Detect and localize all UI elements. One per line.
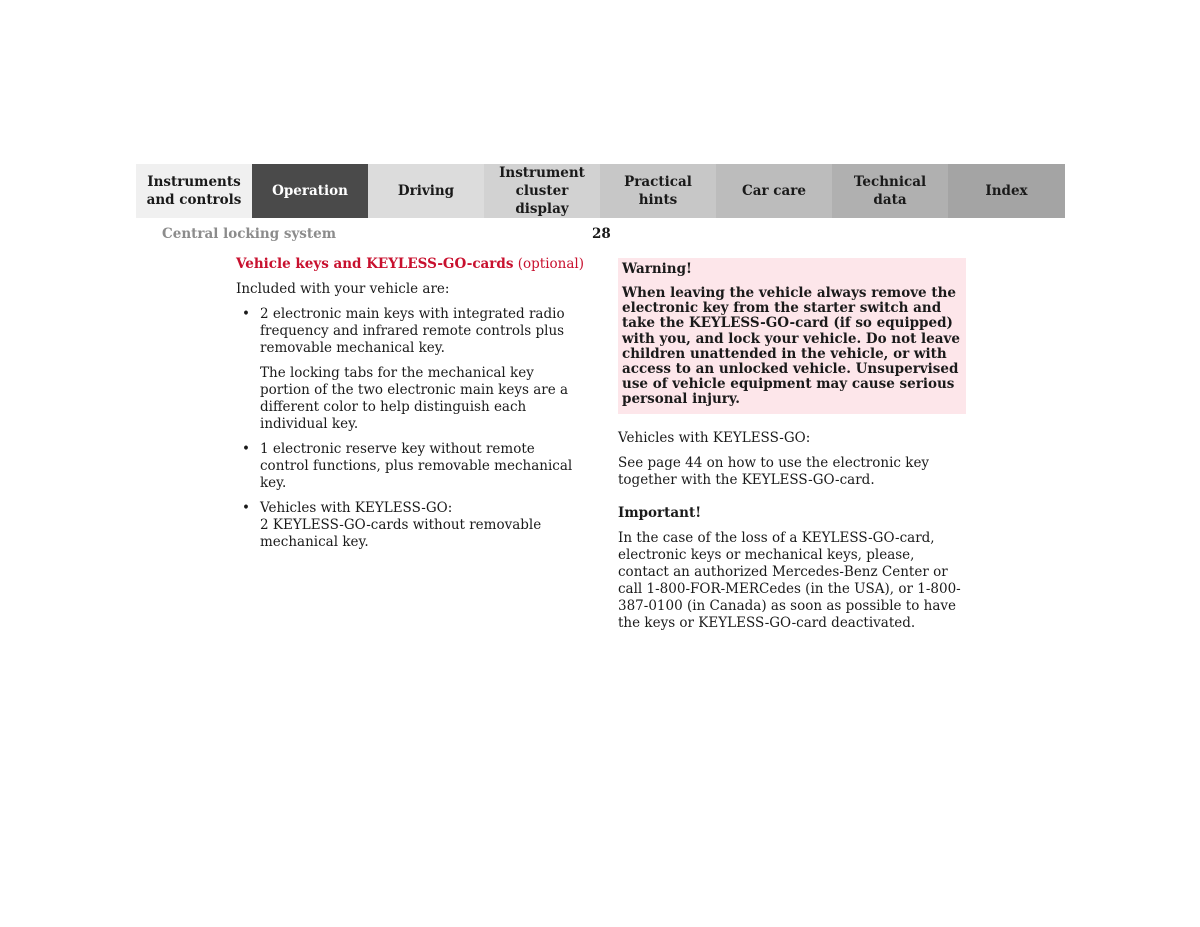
reserve-key-text: 1 electronic reserve key without remote control functions, plus removable mechanical key.	[260, 441, 573, 491]
list-item	[236, 306, 586, 433]
warning-text: When leaving the vehicle always remove the electronic key from the starter switch and take the KEYLESS-GO-card (if so equipped) with you, and lock your vehicle. Do not leave children unattended in the vehicle, or with access to an unlocked vehicle. Unsupervised use of vehicle equipment may cause serious personal injury.	[622, 285, 960, 408]
tab-operation[interactable]: Operation	[252, 164, 368, 218]
page-number: 28	[592, 226, 611, 242]
list-item	[236, 441, 586, 492]
right-column	[618, 258, 966, 640]
included-intro: Included with your vehicle are:	[236, 281, 450, 297]
important-title: Important!	[618, 504, 702, 521]
list-item	[236, 500, 586, 551]
heading-main: Vehicle keys and KEYLESS-GO-cards	[236, 256, 514, 272]
locking-tabs-note: The locking tabs for the mechanical key portion of the two electronic main keys are a different color to help distinguish each individual key.	[260, 365, 569, 432]
left-column	[236, 256, 586, 559]
warning-box	[618, 258, 966, 414]
warning-title: Warning!	[622, 261, 692, 277]
section-title: Central locking system	[162, 226, 337, 242]
keyless-go-cards-text: 2 KEYLESS-GO-cards without removable mechanical key.	[260, 517, 542, 550]
keyless-go-label: Vehicles with KEYLESS-GO:	[260, 500, 453, 516]
tab-car-care[interactable]: Car care	[716, 164, 832, 218]
tab-driving[interactable]: Driving	[368, 164, 484, 218]
bullet-icon: •	[242, 500, 250, 516]
important-text: In the case of the loss of a KEYLESS-GO-card, electronic keys or mechanical keys, please, contact an authorized Mercedes-Benz Center or call 1-800-FOR-MERCedes (in the USA), or 1-800-387-0100 (in Canada) as soon as possible to have the keys or KEYLESS-GO-card deactivated.	[618, 529, 961, 631]
tab-practical-hints[interactable]: Practical hints	[600, 164, 716, 218]
chapter-tabs	[136, 164, 1065, 218]
bullet-icon: •	[242, 441, 250, 457]
keyless-go-page-reference: See page 44 on how to use the electronic key together with the KEYLESS-GO-card.	[618, 454, 930, 488]
vehicle-keys-heading	[236, 256, 586, 273]
bullet-icon: •	[242, 306, 250, 322]
tab-technical-data[interactable]: Technical data	[832, 164, 948, 218]
tab-instrument-cluster-display[interactable]: Instrument cluster display	[484, 164, 600, 218]
tab-index[interactable]: Index	[948, 164, 1065, 218]
keyless-go-vehicles-label: Vehicles with KEYLESS-GO:	[618, 429, 811, 446]
tab-instruments-and-controls[interactable]: Instruments and controls	[136, 164, 252, 218]
heading-optional: (optional)	[513, 256, 584, 272]
main-keys-text: 2 electronic main keys with integrated radio frequency and infrared remote controls plus removable mechanical key.	[260, 306, 565, 356]
